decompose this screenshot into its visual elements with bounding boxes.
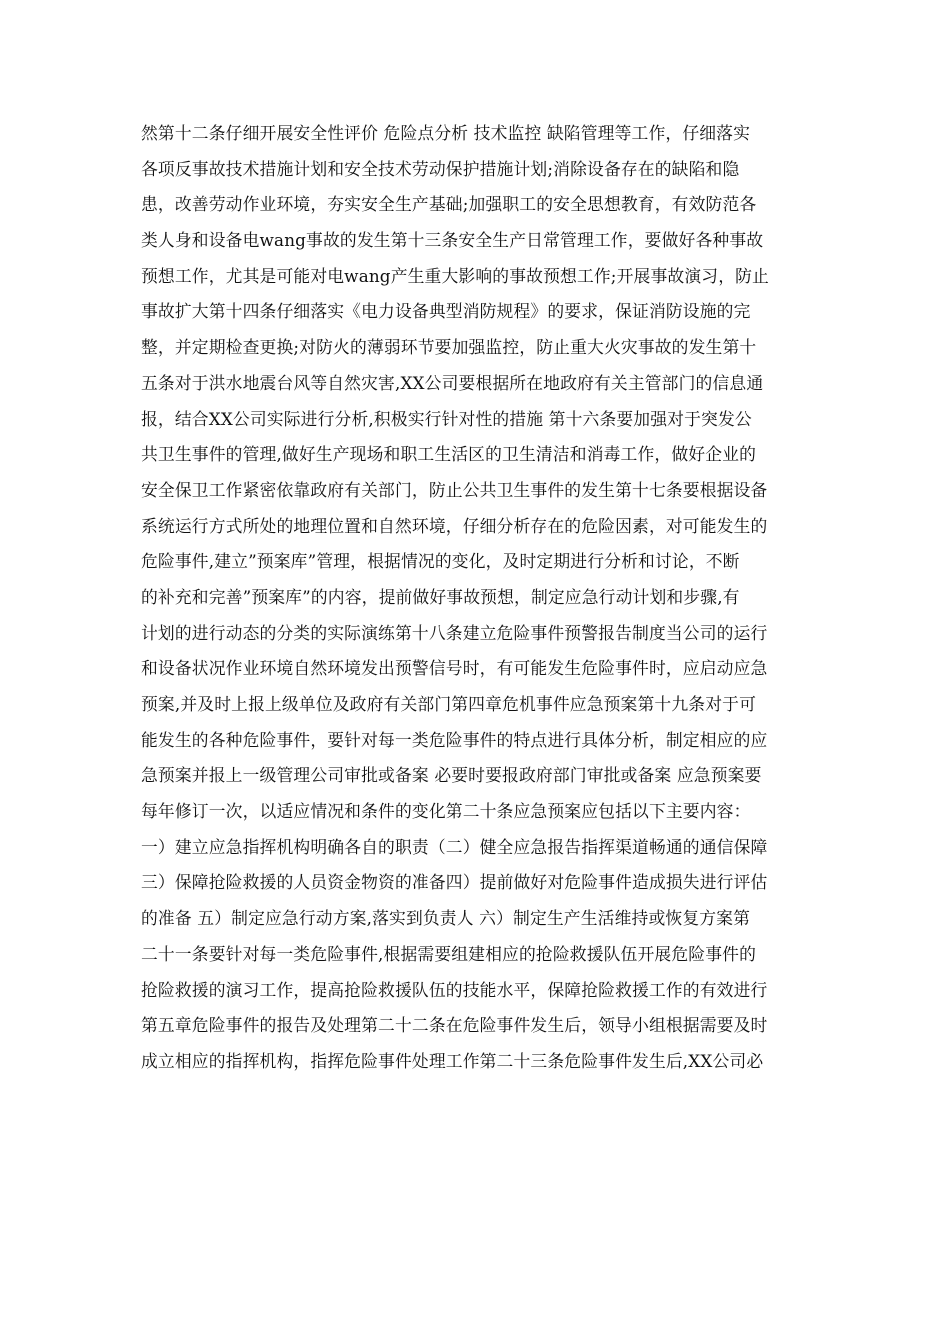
text-line: 预想工作，尤其是可能对电wang产生重大影响的事故预想工作;开展事故演习，防止 [141,265,769,286]
text-line: 共卫生事件的管理,做好生产现场和职工生活区的卫生清洁和消毒工作，做好企业的 [141,444,757,465]
text-line: 第五章危险事件的报告及处理第二十二条在危险事件发生后，领导小组根据需要及时 [141,1015,768,1036]
text-line: 抢险救援的演习工作，提高抢险救援队伍的技能水平，保障抢险救援工作的有效进行 [141,979,768,1000]
text-line: 报，结合XX公司实际进行分析,积极实行针对性的措施 第十六条要加强对于突发公 [141,408,752,429]
text-line: 预案,并及时上报上级单位及政府有关部门第四章危机事件应急预案第十九条对于可 [141,694,757,714]
text-line: 能发生的各种危险事件，要针对每一类危险事件的特点进行具体分析，制定相应的应 [141,729,768,750]
body-text [141,116,841,1080]
text-line: 然第十二条仔细开展安全性评价 危险点分析 技术监控 缺陷管理等工作，仔细落实 [141,123,751,143]
text-line: 危险事件,建立”预案库”管理，根据情况的变化，及时定期进行分析和讨论，不断 [141,551,740,572]
text-line: 五条对于洪水地震台风等自然灾害,XX公司要根据所在地政府有关主管部门的信息通 [141,372,764,393]
text-line: 成立相应的指挥机构，指挥危险事件处理工作第二十三条危险事件发生后,XX公司必 [141,1050,764,1071]
text-line: 各项反事故技术措施计划和安全技术劳动保护措施计划;消除设备存在的缺陷和隐 [141,158,740,179]
text-line: 一）建立应急指挥机构明确各自的职责（二）健全应急报告指挥渠道畅通的通信保障 [141,836,768,857]
text-line: 急预案并报上一级管理公司审批或备案 必要时要报政府部门审批或备案 应急预案要 [141,765,762,786]
text-line: 计划的进行动态的分类的实际演练第十八条建立危险事件预警报告制度当公司的运行 [141,622,768,643]
text-line: 和设备状况作业环境自然环境发出预警信号时，有可能发生危险事件时，应启动应急 [141,658,768,679]
text-line: 类人身和设备电wang事故的发生第十三条安全生产日常管理工作，要做好各种事故 [141,230,764,251]
text-line: 患，改善劳动作业环境，夯实安全生产基础;加强职工的安全思想教育，有效防范各 [141,194,757,215]
text-line: 系统运行方式所处的地理位置和自然环境，仔细分析存在的危险因素，对可能发生的 [141,515,768,536]
text-line: 事故扩大第十四条仔细落实《电力设备典型消防规程》的要求，保证消防设施的完 [141,301,751,322]
text-line: 的准备 五）制定应急行动方案,落实到负责人 六）制定生产生活维持或恢复方案第 [141,908,751,929]
text-line: 的补充和完善”预案库”的内容，提前做好事故预想，制定应急行动计划和步骤,有 [141,586,740,607]
text-line: 每年修订一次，以适应情况和条件的变化第二十条应急预案应包括以下主要内容： [141,801,751,822]
text-line: 安全保卫工作紧密依靠政府有关部门，防止公共卫生事件的发生第十七条要根据设备 [141,479,768,500]
text-line: 二十一条要针对每一类危险事件,根据需要组建相应的抢险救援队伍开展危险事件的 [141,943,757,964]
text-line: 三）保障抢险救援的人员资金物资的准备四）提前做好对危险事件造成损失进行评估 [141,872,768,893]
text-line: 整，并定期检查更换;对防火的薄弱环节要加强监控，防止重大火灾事故的发生第十 [141,337,757,358]
